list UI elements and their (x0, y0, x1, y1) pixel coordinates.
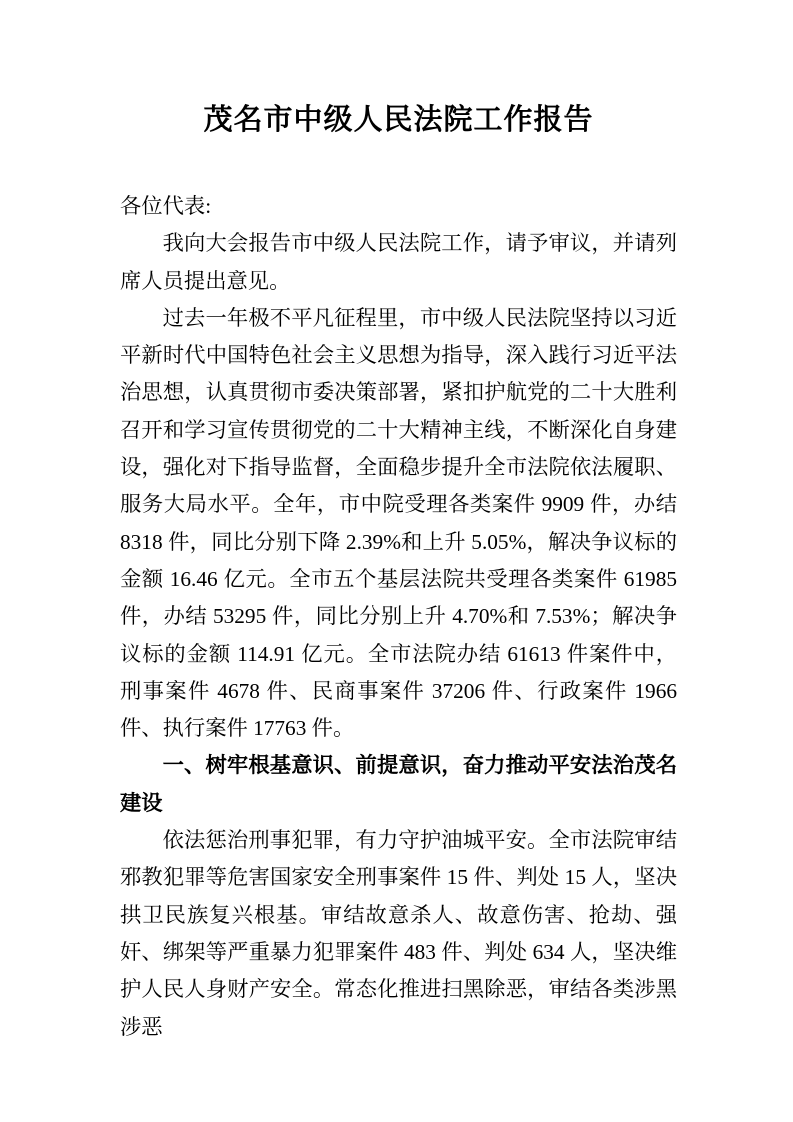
paragraph-intro: 我向大会报告市中级人民法院工作，请予审议，并请列席人员提出意见。 (120, 231, 677, 293)
paragraph-overview: 过去一年极不平凡征程里，市中级人民法院坚持以习近平新时代中国特色社会主义思想为指导，深入践行习近平法治思想，认真贯彻市委决策部署，紧扣护航党的二十大胜利召开和学习宣传贯彻党的二十大精神主线，不断深化自身建设，强化对下指导监督，全面稳步提升全市法院依法履职、服务大局水平。全年，市中院受理各类案件 9909 件，办结 8318 件，同比分别下降 2.39%和上升 5.05%，解决争议标的金额 16.46 亿元。全市五个基层法院共受理各类案件 61985 件，办结 53295 件，同比分别上升 4.70%和 7.53%；解决争议标的金额 114.91 亿元。全市法院办结 61613 件案件中，刑事案件 4678 件、民商事案件 37206 件、行政案件 1966 件、执行案件 17763 件。 (120, 305, 677, 741)
section-1-heading: 一、树牢根基意识、前提意识，奋力推动平安法治茂名建设 (120, 753, 677, 815)
document-title: 茂名市中级人民法院工作报告 (203, 104, 594, 136)
salutation-line: 各位代表: (120, 194, 212, 218)
document-body (120, 188, 677, 1046)
paragraph-section-1: 依法惩治刑事犯罪，有力守护油城平安。全市法院审结邪教犯罪等危害国家安全刑事案件 15 件、判处 15 人，坚决拱卫民族复兴根基。审结故意杀人、故意伤害、抢劫、强奸、绑架等严重暴力犯罪案件 483 件、判处 634 人，坚决维护人民人身财产安全。常态化推进扫黑除恶，审结各类涉黑涉恶 (120, 828, 677, 1039)
